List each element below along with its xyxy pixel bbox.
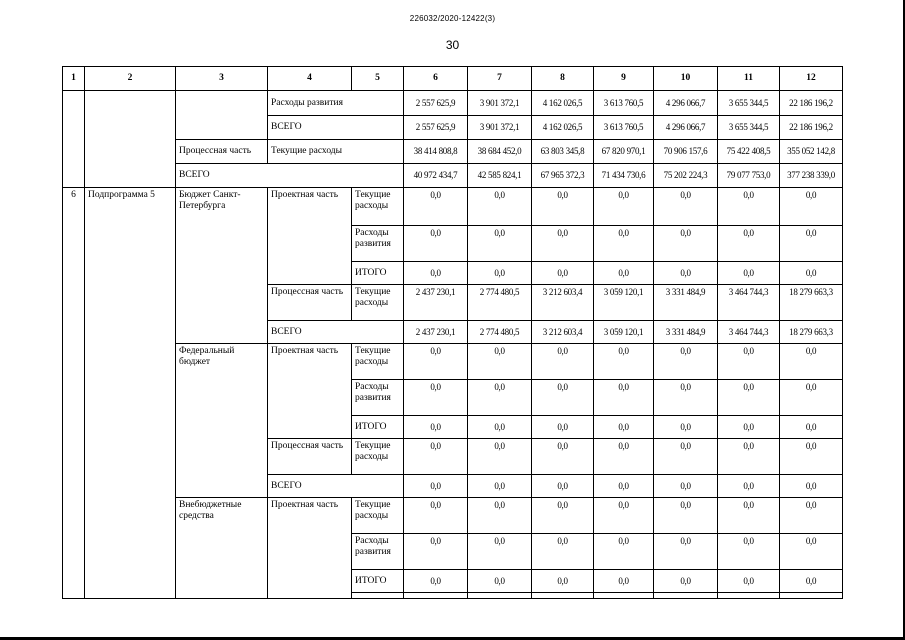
value-cell: 38 414 808,8: [404, 140, 468, 164]
value-cell: 0,0: [532, 226, 594, 262]
row-label-processnaya: Процессная часть: [176, 140, 268, 164]
value-cell: 0,0: [654, 498, 718, 534]
value-cell: 0,0: [532, 498, 594, 534]
value-cell: 2 437 230,1: [404, 285, 468, 321]
table-row: [63, 164, 843, 188]
value-cell: 0,0: [594, 498, 654, 534]
col-header: 8: [532, 67, 594, 91]
row-label-vsego: ВСЕГО: [268, 116, 404, 140]
row-label-proektnaya: Проектная часть: [268, 188, 352, 285]
value-cell: 38 684 452,0: [468, 140, 532, 164]
value-cell: 0,0: [594, 380, 654, 416]
value-cell: 2 557 625,9: [404, 116, 468, 140]
value-cell: 67 820 970,1: [594, 140, 654, 164]
value-cell: [780, 593, 843, 599]
row-label-tekushchie: Текущие расходы: [352, 285, 404, 321]
row-label-proektnaya: Проектная часть: [268, 498, 352, 599]
value-cell: 3 901 372,1: [468, 91, 532, 116]
value-cell: 0,0: [594, 262, 654, 285]
value-cell: 0,0: [468, 439, 532, 475]
value-cell: 0,0: [594, 344, 654, 380]
row-number: 6: [63, 188, 85, 599]
budget-table: [62, 66, 843, 599]
value-cell: 4 162 026,5: [532, 91, 594, 116]
value-cell: 0,0: [532, 188, 594, 226]
value-cell: 0,0: [468, 262, 532, 285]
row-label-tekushchie: Текущие расходы: [268, 140, 404, 164]
value-cell: [404, 593, 468, 599]
value-cell: 42 585 824,1: [468, 164, 532, 188]
row-label-razvitiya: Расходы развития: [352, 534, 404, 570]
value-cell: 3 212 603,4: [532, 285, 594, 321]
row-label-tekushchie: Текущие расходы: [352, 498, 404, 534]
value-cell: 0,0: [654, 262, 718, 285]
value-cell: [718, 593, 780, 599]
value-cell: 0,0: [654, 188, 718, 226]
col-header: 7: [468, 67, 532, 91]
value-cell: 0,0: [594, 188, 654, 226]
value-cell: 0,0: [718, 188, 780, 226]
value-cell: 0,0: [718, 498, 780, 534]
value-cell: 0,0: [532, 262, 594, 285]
value-cell: 0,0: [594, 439, 654, 475]
header-row: [63, 67, 843, 91]
cell-empty: [85, 91, 176, 188]
value-cell: 0,0: [404, 188, 468, 226]
source-budget-spb: Бюджет Санкт-Петербурга: [176, 188, 268, 344]
value-cell: 0,0: [594, 475, 654, 498]
value-cell: 0,0: [780, 570, 843, 593]
value-cell: 0,0: [404, 534, 468, 570]
row-label-itogo: ИТОГО: [352, 570, 404, 593]
value-cell: 4 296 066,7: [654, 116, 718, 140]
value-cell: 3 613 760,5: [594, 91, 654, 116]
value-cell: 0,0: [718, 416, 780, 439]
source-federal: Федеральный бюджет: [176, 344, 268, 498]
value-cell: 0,0: [404, 439, 468, 475]
value-cell: [654, 593, 718, 599]
cell-empty: [63, 91, 85, 188]
value-cell: 0,0: [594, 534, 654, 570]
value-cell: 0,0: [468, 380, 532, 416]
col-header: 11: [718, 67, 780, 91]
value-cell: 0,0: [718, 534, 780, 570]
value-cell: 0,0: [468, 475, 532, 498]
value-cell: 2 437 230,1: [404, 321, 468, 344]
value-cell: 0,0: [532, 344, 594, 380]
value-cell: 3 901 372,1: [468, 116, 532, 140]
subprogram-name: Подпрограмма 5: [85, 188, 176, 599]
value-cell: 0,0: [780, 188, 843, 226]
row-label-tekushchie: Текущие расходы: [352, 439, 404, 475]
row-label-processnaya: Процессная часть: [268, 439, 352, 475]
table-row: [63, 140, 843, 164]
value-cell: 3 655 344,5: [718, 91, 780, 116]
value-cell: 79 077 753,0: [718, 164, 780, 188]
row-label-tekushchie: Текущие расходы: [352, 344, 404, 380]
value-cell: 75 202 224,3: [654, 164, 718, 188]
value-cell: 0,0: [594, 570, 654, 593]
cell-empty: [352, 593, 404, 599]
value-cell: 0,0: [780, 226, 843, 262]
value-cell: 4 162 026,5: [532, 116, 594, 140]
value-cell: 0,0: [718, 344, 780, 380]
value-cell: 0,0: [718, 262, 780, 285]
col-header: 2: [85, 67, 176, 91]
value-cell: 0,0: [468, 226, 532, 262]
value-cell: 0,0: [780, 262, 843, 285]
value-cell: 63 803 345,8: [532, 140, 594, 164]
value-cell: 0,0: [654, 416, 718, 439]
document-id: 226032/2020-12422(3): [409, 14, 496, 23]
value-cell: 0,0: [404, 416, 468, 439]
value-cell: 0,0: [532, 439, 594, 475]
value-cell: 3 059 120,1: [594, 285, 654, 321]
value-cell: 2 774 480,5: [468, 321, 532, 344]
value-cell: 0,0: [532, 416, 594, 439]
value-cell: 0,0: [468, 416, 532, 439]
value-cell: 22 186 196,2: [780, 116, 843, 140]
value-cell: 0,0: [654, 570, 718, 593]
value-cell: 2 774 480,5: [468, 285, 532, 321]
value-cell: [468, 593, 532, 599]
row-label-tekushchie: Текущие расходы: [352, 188, 404, 226]
value-cell: 75 422 408,5: [718, 140, 780, 164]
row-label-razvitiya: Расходы развития: [268, 91, 404, 116]
value-cell: 3 331 484,9: [654, 321, 718, 344]
value-cell: 3 655 344,5: [718, 116, 780, 140]
value-cell: 0,0: [404, 380, 468, 416]
row-label-proektnaya: Проектная часть: [268, 344, 352, 439]
row-label-razvitiya: Расходы развития: [352, 380, 404, 416]
value-cell: 40 972 434,7: [404, 164, 468, 188]
value-cell: 0,0: [468, 570, 532, 593]
table-row: [63, 498, 843, 534]
value-cell: 22 186 196,2: [780, 91, 843, 116]
table-row: [63, 188, 843, 226]
value-cell: 3 613 760,5: [594, 116, 654, 140]
table-row: [63, 91, 843, 116]
value-cell: 0,0: [654, 344, 718, 380]
value-cell: 0,0: [718, 475, 780, 498]
value-cell: 0,0: [594, 226, 654, 262]
value-cell: 0,0: [404, 262, 468, 285]
value-cell: 3 212 603,4: [532, 321, 594, 344]
col-header: 1: [63, 67, 85, 91]
value-cell: [594, 593, 654, 599]
value-cell: 355 052 142,8: [780, 140, 843, 164]
value-cell: 0,0: [718, 439, 780, 475]
row-label-itogo: ИТОГО: [352, 262, 404, 285]
row-label-vsego: ВСЕГО: [268, 321, 404, 344]
value-cell: 0,0: [468, 344, 532, 380]
value-cell: 0,0: [654, 439, 718, 475]
value-cell: 0,0: [780, 498, 843, 534]
value-cell: 0,0: [532, 380, 594, 416]
value-cell: 0,0: [404, 475, 468, 498]
source-extra: Внебюджетные средства: [176, 498, 268, 599]
cell-empty: [176, 91, 268, 140]
col-header: 9: [594, 67, 654, 91]
col-header: 10: [654, 67, 718, 91]
value-cell: 0,0: [404, 226, 468, 262]
value-cell: 18 279 663,3: [780, 285, 843, 321]
value-cell: 0,0: [532, 475, 594, 498]
col-header: 5: [352, 67, 404, 91]
value-cell: 3 464 744,3: [718, 285, 780, 321]
col-header: 4: [268, 67, 352, 91]
value-cell: 0,0: [468, 498, 532, 534]
value-cell: 0,0: [718, 226, 780, 262]
col-header: 6: [404, 67, 468, 91]
value-cell: 0,0: [780, 380, 843, 416]
row-label-itogo: ИТОГО: [352, 416, 404, 439]
value-cell: 0,0: [532, 534, 594, 570]
value-cell: 0,0: [718, 380, 780, 416]
row-label-vsego: ВСЕГО: [176, 164, 404, 188]
value-cell: 0,0: [404, 570, 468, 593]
value-cell: 0,0: [594, 416, 654, 439]
value-cell: 2 557 625,9: [404, 91, 468, 116]
value-cell: 0,0: [532, 570, 594, 593]
value-cell: 0,0: [404, 498, 468, 534]
col-header: 3: [176, 67, 268, 91]
row-label-razvitiya: Расходы развития: [352, 226, 404, 262]
value-cell: 3 059 120,1: [594, 321, 654, 344]
value-cell: 0,0: [780, 534, 843, 570]
table-body: [63, 67, 843, 599]
row-label-vsego: ВСЕГО: [268, 475, 404, 498]
row-label-processnaya: Процессная часть: [268, 285, 352, 321]
value-cell: 3 464 744,3: [718, 321, 780, 344]
value-cell: 0,0: [654, 380, 718, 416]
value-cell: 0,0: [468, 188, 532, 226]
value-cell: 0,0: [780, 475, 843, 498]
value-cell: 0,0: [404, 344, 468, 380]
value-cell: 70 906 157,6: [654, 140, 718, 164]
value-cell: 18 279 663,3: [780, 321, 843, 344]
value-cell: 3 331 484,9: [654, 285, 718, 321]
value-cell: 0,0: [654, 226, 718, 262]
page-number: 30: [445, 38, 460, 52]
value-cell: 377 238 339,0: [780, 164, 843, 188]
value-cell: 0,0: [654, 534, 718, 570]
value-cell: 67 965 372,3: [532, 164, 594, 188]
value-cell: 0,0: [780, 416, 843, 439]
value-cell: 71 434 730,6: [594, 164, 654, 188]
value-cell: 0,0: [468, 534, 532, 570]
value-cell: 0,0: [780, 439, 843, 475]
value-cell: 0,0: [780, 344, 843, 380]
col-header: 12: [780, 67, 843, 91]
value-cell: 0,0: [718, 570, 780, 593]
value-cell: [532, 593, 594, 599]
table-row: [63, 344, 843, 380]
value-cell: 0,0: [654, 475, 718, 498]
value-cell: 4 296 066,7: [654, 91, 718, 116]
